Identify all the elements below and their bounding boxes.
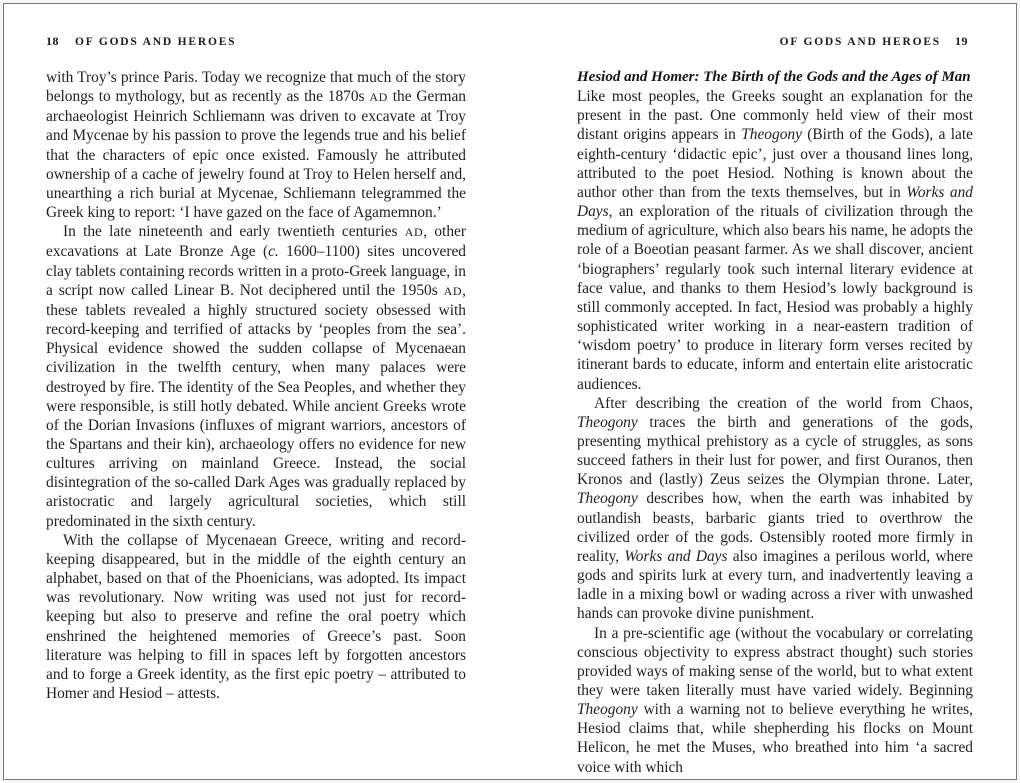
right-page-number: 19	[955, 34, 968, 48]
right-page-paragraphs	[577, 87, 973, 777]
right-running-head	[780, 34, 968, 49]
right-running-head-text: OF GODS AND HEROES	[779, 36, 941, 48]
paragraph: In the late nineteenth and early twentieth centuries AD, other excavations at Late Bronze Age (c. 1600–1100) sites uncovered clay tablets containing records written in a proto-Greek language, in a script now called Linear B. Not deciphered until the 1950s AD, these tablets revealed a highly structured society obsessed with record-keeping and terrified of attacks by ‘peoples from the sea’. Physical evidence showed the sudden collapse of Mycenaean civilization in the twelfth century, when many palaces were destroyed by fire. The identity of the Sea Peoples, and whether they were responsible, is still hotly debated. While ancient Greeks wrote of the Dorian Invasions (influxes of migrant warriors, ancestors of the Spartans and their kin), archaeology offers no evidence for new cultures arriving on mainland Greece. Instead, the social disintegration of the so-called Dark Ages was gradually replaced by aristocratic and largely agricultural societies, which still predominated in the sixth century.	[46, 223, 467, 530]
paragraph: With the collapse of Mycenaean Greece, writing and record-keeping disappeared, but in the middle of the eighth century an alphabet, based on that of the Phoenicians, was adopted. Its impact was revolutionary. Now writing was used not just for record-keeping but also to preserve and refine the oral poetry which enshrined the heightened memories of Greece’s past. Soon literature was helping to fill in spaces left by forgotten ancestors and to forge a Greek identity, as the first epic poetry – attributed to Homer and Hesiod – attests.	[46, 531, 466, 702]
section-heading: Hesiod and Homer: The Birth of the Gods and the Ages of Man	[577, 69, 971, 85]
book-spread	[3, 3, 1017, 780]
paragraph: After describing the creation of the world from Chaos, Theogony traces the birth and generations of the gods, presenting mythical prehistory as a cycle of struggles, as sons succeed fathers in their lust for power, and first Ouranos, then Kronos and (lastly) Zeus seizes the Olympian throne. Later, Theogony describes how, when the earth was inhabited by outlandish beasts, barbaric giants tried to overthrow the civilized order of the gods. Ostensibly rooted more firmly in reality, Works and Days also imagines a perilous world, where gods and spirits lurk at every turn, and inadvertently leaving a ladle in a mixing bowl or wading across a river with unwashed hands can provoke divine punishment.	[577, 394, 973, 623]
paragraph: In a pre-scientific age (without the vocabulary or correlating conscious objectivity to express abstract thought) such stories provided ways of making sense of the world, but to what extent they were taken literally must have varied widely. Beginning Theogony with a warning not to believe everything he writes, Hesiod claims that, while shepherding his flocks on Mount Helicon, he met the Muses, who breathed into him ‘a sacred voice with which	[577, 624, 973, 776]
left-running-head-text: OF GODS AND HEROES	[75, 36, 237, 48]
left-running-head	[46, 34, 236, 49]
left-page-number: 18	[46, 34, 59, 48]
left-page-text	[46, 68, 466, 703]
right-page-text	[577, 68, 973, 777]
paragraph: with Troy’s prince Paris. Today we recognize that much of the story belongs to mythology, but as recently as the 1870s AD the German archaeologist Heinrich Schliemann was driven to excavate at Troy and Mycenae by his passion to prove the legends true and his belief that the characters of epic once existed. Famously he attributed ownership of a cache of jewelry found at Troy to Helen herself and, unearthing a rich burial at Mycenae, Schliemann telegrammed the Greek king to report: ‘I have gazed on the face of Agamemnon.’	[46, 69, 466, 222]
paragraph: Like most peoples, the Greeks sought an explanation for the present in the past. One commonly held view of their most distant origins appears in Theogony (Birth of the Gods), a late eighth-century ‘didactic epic’, just over a thousand lines long, attributed to the poet Hesiod. Nothing is known about the author other than from the texts themselves, but in Works and Days, an exploration of the rituals of civilization through the medium of agriculture, which also bears his name, he adopts the role of a Boeotian peasant farmer. As we shall discover, ancient ‘biographers’ regularly took such internal literary evidence at face value, and thanks to them Hesiod’s lowly background is still commonly accepted. In fact, Hesiod was probably a highly sophisticated writer working in a near-eastern tradition of ‘wisdom poetry’ to produce in literary form verses recited by itinerant bards to educate, inform and entertain elite aristocratic audiences.	[577, 88, 973, 393]
